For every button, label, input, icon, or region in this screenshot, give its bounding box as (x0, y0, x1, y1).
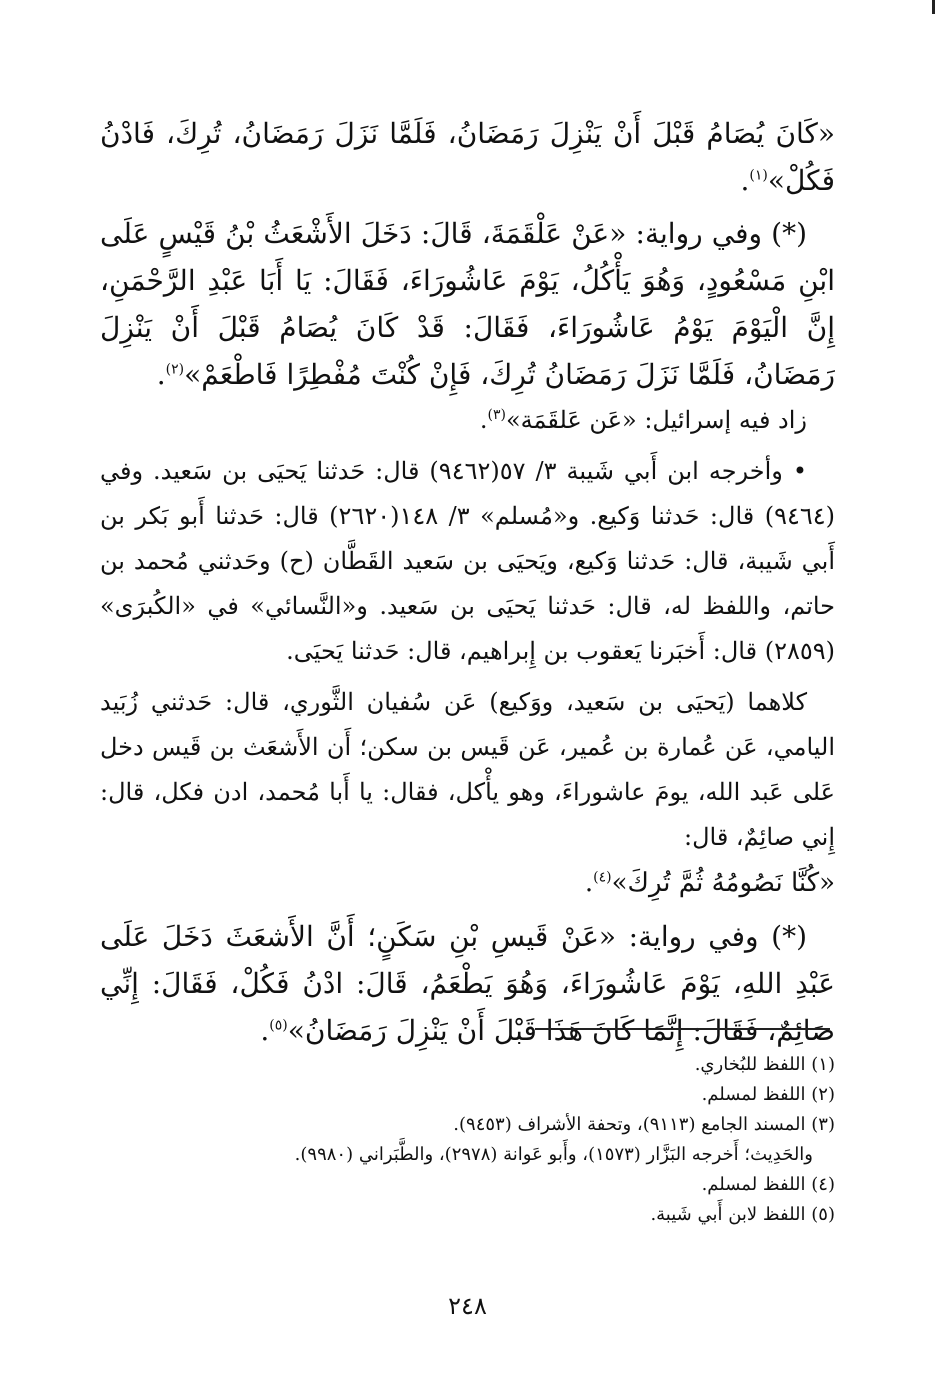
footnote-3-continuation: والحَدِيث؛ أَخرجه البَزَّار (١٥٧٣)، وأَبو عَوانة (٢٩٧٨)، والطَّبَراني (٩٩٨٠). (294, 1144, 813, 1165)
addition-text: زاد فيه إسرائيل: «عَن عَلقَمَة» (505, 406, 807, 434)
narration-text: (*) وفي رواية: «عَنْ عَلْقَمَةَ، قَالَ: دَخَلَ الأَشْعَثُ بْنُ قَيْسٍ عَلَى ابْنِ مَسْعُودٍ، وَهُوَ يَأْكُلُ، يَوْمَ عَاشُورَاءَ، فَقَالَ: يَا أَبَا عَبْدِ الرَّحْمَنِ، إِنَّ الْيَوْمَ يَوْمُ عَاشُورَاءَ، فَقَالَ: قَدْ كَانَ يُصَامُ قَبْلَ أَنْ يَنْزِلَ رَمَضَانُ، فَلَمَّا نَزَلَ رَمَضَانُ تُرِكَ، فَإِنْ كُنْتَ مُفْطِرًا فَاطْعَمْ» (100, 217, 835, 391)
paragraph-narration-2 (100, 913, 835, 1054)
narration-text: (*) وفي رواية: «عَنْ قَيسِ بْنِ سَكَنٍ؛ أَنَّ الأَشعَثَ دَخَلَ عَلَى عَبْدِ اللهِ، يَوْمَ عَاشُورَاءَ، وَهُوَ يَطْعَمُ، قَالَ: ادْنُ فَكُلْ، فَقَالَ: إِنِّي صَائِمٌ، فَقَالَ: إِنَّمَا كَانَ هَذَا قَبْلَ أَنْ يَنْزِلَ رَمَضَانُ» (100, 920, 835, 1047)
hadith-text: «كَانَ يُصَامُ قَبْلَ أَنْ يَنْزِلَ رَمَضَانُ، فَلَمَّا نَزَلَ رَمَضَانُ، تُرِكَ، فَادْنُ فَكُلْ» (100, 117, 835, 197)
footnote-ref: (٤) (593, 869, 612, 886)
end-mark: . (584, 868, 594, 898)
footnote-separator (535, 1028, 830, 1030)
paragraph-chain: كلاهما (يَحيَى بن سَعيد، ووَكيع) عَن سُفيان الثَّوري، قال: حَدثني زُبَيد اليامي، عَن عُمارة بن عُمير، عَن قَيس بن سكن؛ أَن الأَشعَث بن قَيس دخل عَلى عَبد الله، يومَ عاشوراءَ، وهو يأْكل، فقال: يا أَبا مُحمد، ادن فكل، قال: إِني صائِمٌ، قال: (100, 688, 835, 851)
footnote-4: (٤) اللفظ لمسلم. (701, 1174, 835, 1195)
footnote-5: (٥) اللفظ لابن أَبي شَيبة. (650, 1204, 835, 1225)
end-mark: . (479, 406, 488, 434)
footnote-1: (١) اللفظ للبُخاري. (694, 1054, 835, 1075)
footnote-3: (٣) المسند الجامع (٩١١٣)، وتحفة الأشراف (٩٤٥٣). (453, 1114, 835, 1135)
paragraph-hadith-1 (100, 110, 835, 204)
paragraph-hadith-2 (100, 860, 835, 907)
paragraph-sources: • وأخرجه ابن أَبي شَيبة ٣/ ٥٧(٩٤٦٢) قال: حَدثنا يَحيَى بن سَعيد. وفي (٩٤٦٤) قال: حَدثنا وَكيع. و«مُسلم» ٣/ ١٤٨(٢٦٢٠) قال: حَدثنا أَبو بَكر بن أَبي شَيبة، قال: حَدثنا وَكيع، ويَحيَى بن سَعيد القَطَّان (ح) وحَدثني مُحمد بن حاتم، واللفظ له، قال: حَدثنا يَحيَى بن سَعيد. و«النَّسائي» في «الكُبرَى» (٢٨٥٩) قال: أَخبَرنا يَعقوب بن إِبراهيم، قال: حَدثنا يَحيَى. (100, 457, 836, 665)
footnote-ref: (١) (749, 167, 768, 184)
paragraph-narration-1 (100, 210, 835, 398)
end-mark: . (740, 164, 750, 197)
footnote-2: (٢) اللفظ لمسلم. (701, 1084, 835, 1105)
main-text (100, 110, 835, 1054)
footnote-ref: (٢) (165, 361, 185, 378)
paragraph-addition (100, 398, 835, 443)
footnote-ref: (٣) (487, 407, 506, 423)
end-mark: . (156, 358, 166, 391)
footnotes (110, 1050, 835, 1230)
end-mark: . (260, 1014, 270, 1047)
hadith-text: «كُنَّا نَصُومُهُ ثُمَّ تُرِكَ» (611, 868, 835, 898)
footnote-ref: (٥) (269, 1017, 288, 1034)
page-number: ٢٤٨ (448, 1292, 487, 1320)
